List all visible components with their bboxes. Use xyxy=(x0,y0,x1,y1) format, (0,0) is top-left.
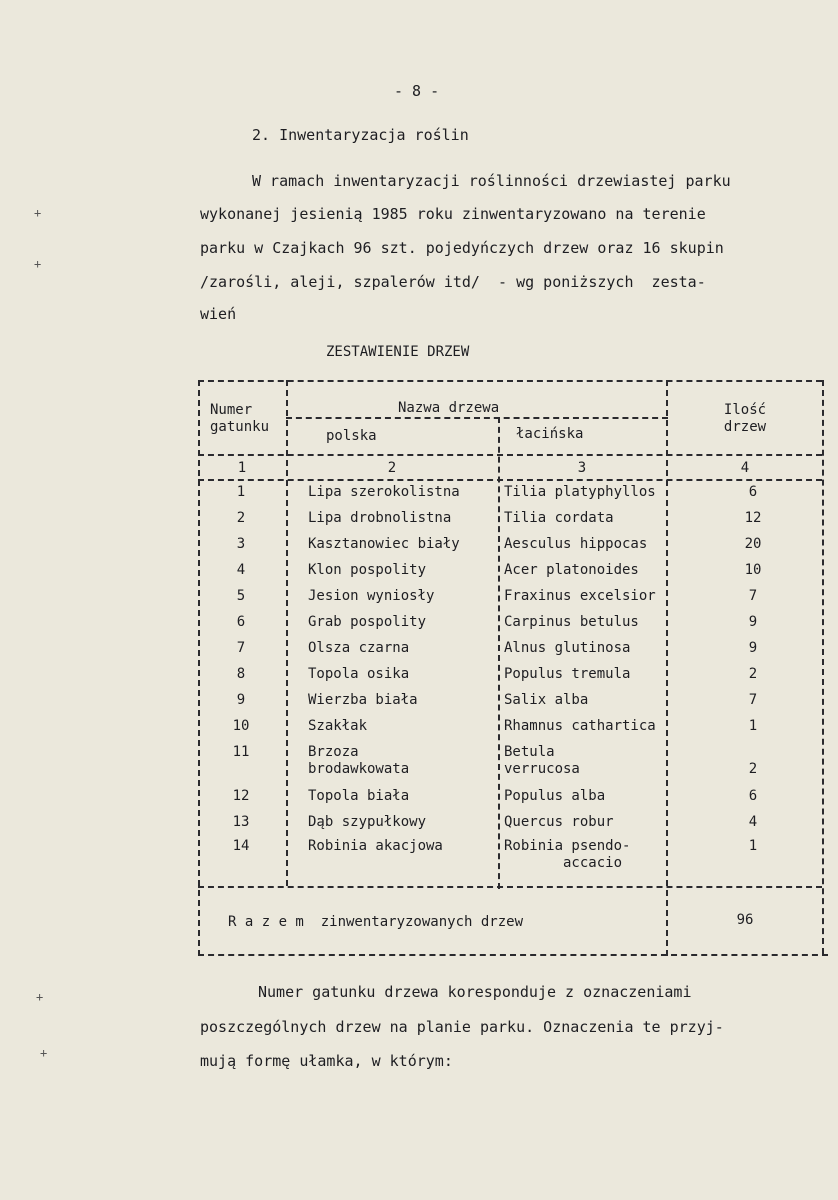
row-quantity: 20 xyxy=(744,536,762,552)
table-row xyxy=(198,562,822,586)
row-latin-name: Aesculus hippocas xyxy=(504,536,648,552)
table-row xyxy=(198,814,822,838)
footer-line: mują formę ułamka, w którym: xyxy=(200,1052,453,1070)
paragraph-line: wień xyxy=(200,305,237,323)
row-latin-name: Rhamnus cathartica xyxy=(504,718,656,734)
row-number: 10 xyxy=(232,718,250,734)
row-polish-name: Klon pospolity xyxy=(308,562,427,578)
table-row xyxy=(198,718,822,742)
row-quantity: 7 xyxy=(748,692,758,708)
row-polish-name: Topola biała xyxy=(308,788,410,804)
row-polish-name: Wierzba biała xyxy=(308,692,418,708)
row-number: 8 xyxy=(236,666,246,682)
margin-mark: + xyxy=(40,1046,48,1060)
margin-mark: + xyxy=(34,206,42,220)
paragraph-line: W ramach inwentaryzacji roślinności drzewiastej parku xyxy=(252,172,731,190)
row-polish-name: Robinia akacjowa xyxy=(308,838,443,854)
margin-mark: + xyxy=(34,257,42,271)
row-polish-name: Grab pospolity xyxy=(308,614,427,630)
header-quantity-2: drzew xyxy=(723,419,767,435)
row-latin-name: Tilia platyphyllos xyxy=(504,484,656,500)
row-number: 9 xyxy=(236,692,246,708)
column-number: 1 xyxy=(237,460,247,476)
row-number: 12 xyxy=(232,788,250,804)
table-rule-colnums xyxy=(198,479,822,481)
column-number: 3 xyxy=(577,460,587,476)
table-row xyxy=(198,744,822,784)
footer-line: poszczególnych drzew na planie parku. Oznaczenia te przyj- xyxy=(200,1018,724,1036)
table-rule-header xyxy=(198,454,822,456)
row-polish-name: Topola osika xyxy=(308,666,410,682)
table-rule-right xyxy=(822,380,824,954)
table-row xyxy=(198,640,822,664)
header-number-1: Numer xyxy=(210,402,253,418)
row-polish-name: Lipa drobnolistna xyxy=(308,510,452,526)
table-rule-bottom xyxy=(198,954,828,956)
header-latin: łacińska xyxy=(516,426,584,442)
row-number: 5 xyxy=(236,588,246,604)
column-number: 2 xyxy=(387,460,397,476)
table-rule-total xyxy=(198,886,822,888)
row-polish-name: Dąb szypułkowy xyxy=(308,814,427,830)
row-quantity: 2 xyxy=(748,761,758,777)
row-number: 7 xyxy=(236,640,246,656)
trees-table xyxy=(198,380,828,960)
table-row xyxy=(198,614,822,638)
row-polish-name: Jesion wyniosły xyxy=(308,588,435,604)
row-quantity: 1 xyxy=(748,838,758,854)
table-rule-top xyxy=(198,380,822,382)
paragraph-line: wykonanej jesienią 1985 roku zinwentaryzowano na terenie xyxy=(200,205,706,223)
column-number: 4 xyxy=(740,460,750,476)
paragraph-line: parku w Czajkach 96 szt. pojedyńczych drzew oraz 16 skupin xyxy=(200,239,724,257)
row-number: 11 xyxy=(232,744,250,760)
row-quantity: 1 xyxy=(748,718,758,734)
row-polish-name: Szakłak xyxy=(308,718,368,734)
header-number-2: gatunku xyxy=(210,419,270,435)
row-quantity: 10 xyxy=(744,562,762,578)
page-number: - 8 - xyxy=(394,82,440,100)
table-row xyxy=(198,588,822,612)
table-row xyxy=(198,536,822,560)
row-quantity: 6 xyxy=(748,788,758,804)
table-row xyxy=(198,510,822,534)
row-quantity: 2 xyxy=(748,666,758,682)
row-quantity: 4 xyxy=(748,814,758,830)
row-number: 3 xyxy=(236,536,246,552)
row-number: 1 xyxy=(236,484,246,500)
row-latin-name: Populus tremula xyxy=(504,666,631,682)
row-latin-name: Populus alba xyxy=(504,788,606,804)
row-latin-name: Fraxinus excelsior xyxy=(504,588,656,604)
row-latin-name: Alnus glutinosa xyxy=(504,640,631,656)
row-polish-name: Kasztanowiec biały xyxy=(308,536,460,552)
table-rule-name-header xyxy=(286,417,668,419)
row-quantity: 9 xyxy=(748,614,758,630)
footer-line: Numer gatunku drzewa koresponduje z oznaczeniami xyxy=(258,983,692,1001)
paragraph-line: /zarośli, aleji, szpalerów itd/ - wg poniższych zesta- xyxy=(200,273,706,291)
row-number: 13 xyxy=(232,814,250,830)
table-title: ZESTAWIENIE DRZEW xyxy=(326,344,470,360)
table-row xyxy=(198,484,822,508)
row-number: 2 xyxy=(236,510,246,526)
header-quantity-1: Ilość xyxy=(723,402,767,418)
row-quantity: 6 xyxy=(748,484,758,500)
row-quantity: 9 xyxy=(748,640,758,656)
header-name: Nazwa drzewa xyxy=(398,400,500,416)
row-latin-name: Quercus robur xyxy=(504,814,614,830)
table-row xyxy=(198,666,822,690)
row-latin-name: Tilia cordata xyxy=(504,510,614,526)
table-row xyxy=(198,788,822,812)
row-number: 6 xyxy=(236,614,246,630)
row-latin-name: Betula verrucosa xyxy=(504,744,580,777)
row-polish-name: Lipa szerokolistna xyxy=(308,484,460,500)
header-polish: polska xyxy=(326,428,377,444)
section-title: 2. Inwentaryzacja roślin xyxy=(252,126,469,144)
row-polish-name: Brzoza brodawkowata xyxy=(308,744,410,777)
row-quantity: 12 xyxy=(744,510,762,526)
row-quantity: 7 xyxy=(748,588,758,604)
total-value: 96 xyxy=(736,912,754,928)
row-number: 4 xyxy=(236,562,246,578)
row-number: 14 xyxy=(232,838,250,854)
row-latin-name: Carpinus betulus xyxy=(504,614,639,630)
table-row xyxy=(198,838,822,878)
row-latin-name: Robinia psendo- accacio xyxy=(504,838,631,871)
row-latin-name: Acer platonoides xyxy=(504,562,639,578)
total-label: R a z e m zinwentaryzowanych drzew xyxy=(228,914,524,930)
table-row xyxy=(198,692,822,716)
row-polish-name: Olsza czarna xyxy=(308,640,410,656)
row-latin-name: Salix alba xyxy=(504,692,589,708)
margin-mark: + xyxy=(36,990,44,1004)
